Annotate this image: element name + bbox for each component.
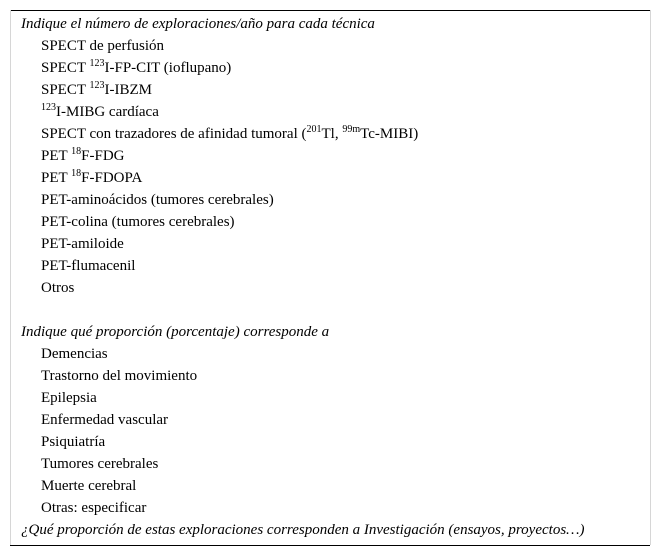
isotope-superscript: 201 [306, 124, 322, 135]
item-prefix: SPECT con trazadores de afinidad tumoral ( [41, 126, 307, 142]
list-item: Otras: especificar [41, 500, 147, 516]
item-prefix: PET [41, 148, 72, 164]
list-item-flumacenil: PET-flumacenil [41, 258, 136, 274]
section1-heading: Indique el número de exploraciones/año para cada técnica [21, 16, 375, 32]
item-text: F-FDG [81, 148, 125, 164]
list-item-mibg [21, 101, 641, 123]
list-item-fp-cit [21, 57, 641, 79]
isotope-superscript: 99m [342, 124, 361, 135]
list-item-amiloide: PET-amiloide [41, 236, 124, 252]
list-item: Psiquiatría [41, 434, 106, 450]
section3-heading: ¿Qué proporción de estas exploraciones corresponden a Investigación (ensayos, proyectos…) [21, 522, 585, 538]
item-text: F-FDOPA [81, 170, 143, 186]
list-item: Muerte cerebral [41, 478, 137, 494]
list-item: Trastorno del movimiento [41, 368, 198, 384]
list-item: Demencias [41, 346, 108, 362]
item-text: Tc-MIBI) [360, 126, 419, 142]
section2-heading: Indique qué proporción (porcentaje) corresponde a [21, 324, 330, 340]
list-item-fdg [21, 145, 641, 167]
list-item: Tumores cerebrales [41, 456, 159, 472]
item-text: I-IBZM [104, 82, 152, 98]
list-item: Epilepsia [41, 390, 97, 406]
item-prefix: SPECT [41, 60, 90, 76]
item-text: I-MIBG cardíaca [56, 104, 159, 120]
isotope-superscript: 18 [71, 168, 82, 179]
isotope-superscript: 123 [89, 58, 105, 69]
list-item: Enfermedad vascular [41, 412, 169, 428]
isotope-superscript: 123 [89, 80, 105, 91]
list-item-otros: Otros [41, 280, 75, 296]
list-item-ibzm [21, 79, 641, 101]
table-bottom-rule [10, 545, 650, 546]
section-spacer [21, 299, 641, 321]
item-prefix: PET [41, 170, 72, 186]
item-text: I-FP-CIT (ioflupano) [104, 60, 232, 76]
list-item-fdopa [21, 167, 641, 189]
item-prefix: SPECT [41, 82, 90, 98]
questionnaire-content [21, 13, 641, 541]
item-text-mid: Tl, [321, 126, 343, 142]
isotope-superscript: 18 [71, 146, 82, 157]
isotope-superscript: 123 [41, 102, 56, 113]
list-item-aminoacidos: PET-aminoácidos (tumores cerebrales) [41, 192, 274, 208]
list-item-spect-perfusion: SPECT de perfusión [41, 38, 165, 54]
list-item-tumoral [21, 123, 641, 145]
list-item-colina: PET-colina (tumores cerebrales) [41, 214, 235, 230]
